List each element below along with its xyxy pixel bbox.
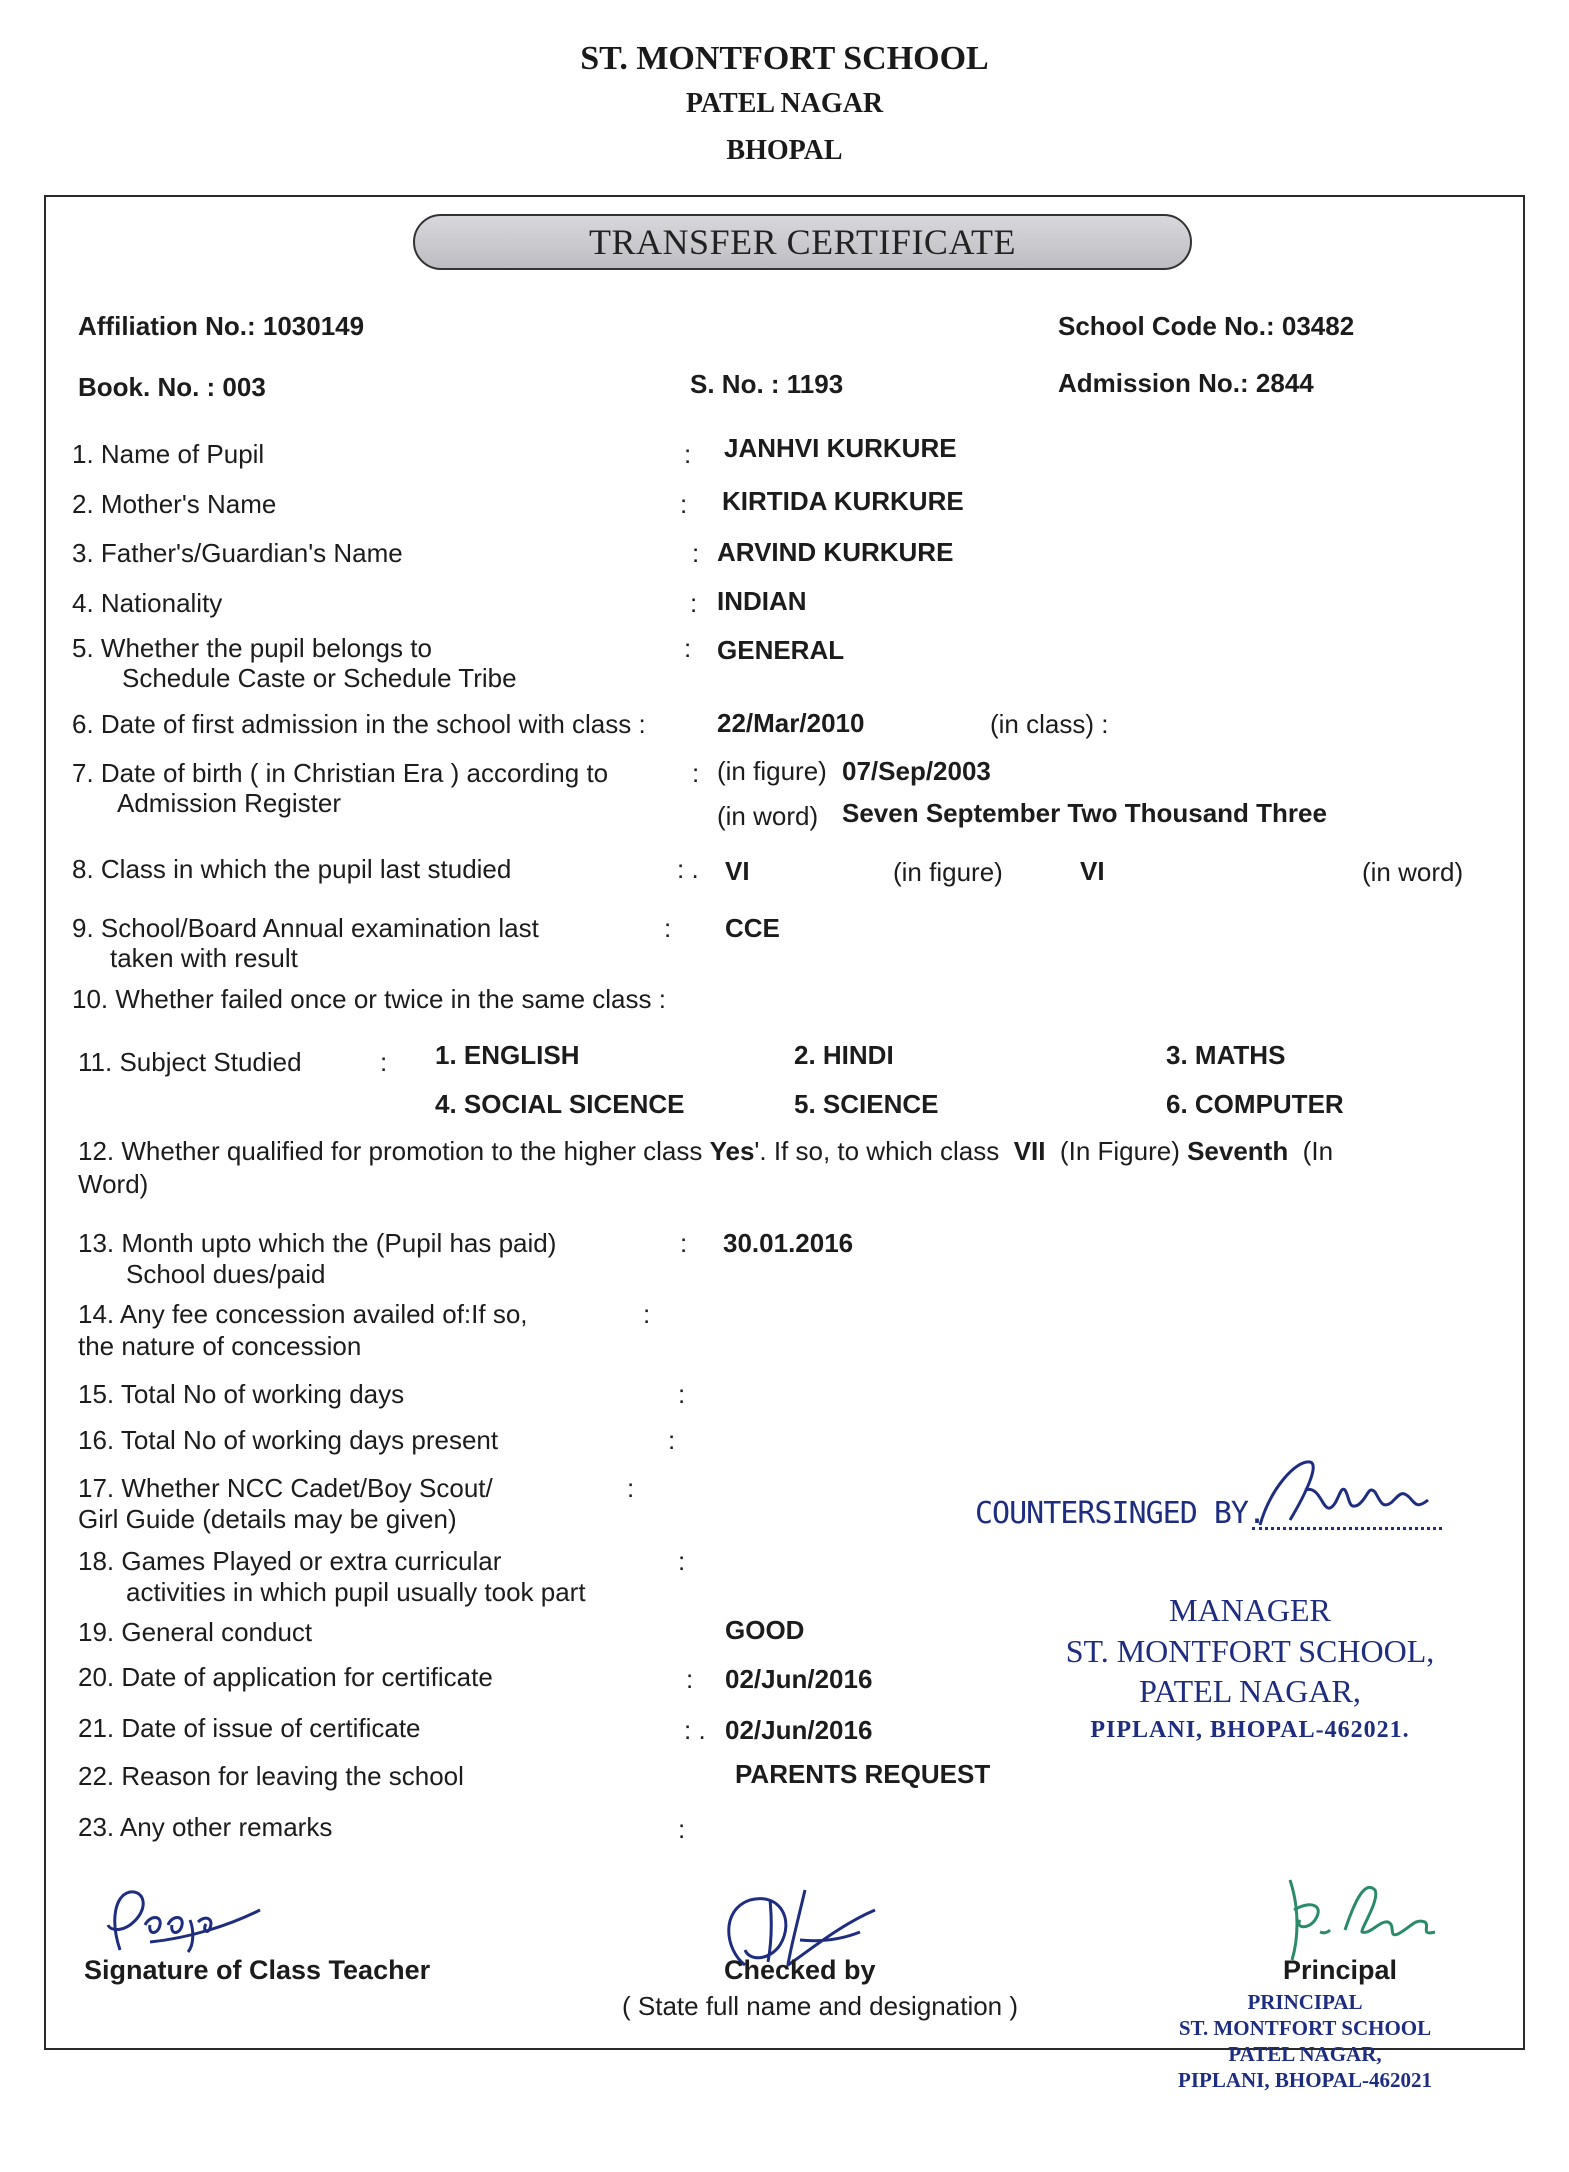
nationality: INDIAN <box>717 586 807 616</box>
principal-stamp-school: ST. MONTFORT SCHOOL <box>1178 2016 1432 2040</box>
principal-stamp-address: PIPLANI, BHOPAL-462021 <box>1178 2068 1432 2092</box>
manager-stamp-address: PIPLANI, BHOPAL-462021. <box>1090 1717 1410 1743</box>
dues-paid-upto: 30.01.2016 <box>723 1228 854 1258</box>
colon: : . <box>677 854 699 884</box>
field-label-cont: the nature of concession <box>78 1331 362 1361</box>
field-label: 14. Any fee concession availed of:If so, <box>78 1299 528 1329</box>
first-admission-date: 22/Mar/2010 <box>717 708 865 738</box>
promotion-class-word: Seventh <box>1187 1136 1289 1166</box>
colon: : <box>692 538 700 568</box>
colon: : <box>678 1546 686 1576</box>
countersign-signature <box>1250 1450 1450 1540</box>
colon: : <box>664 913 672 943</box>
school-locality: PATEL NAGAR <box>685 88 884 119</box>
field-label: 13. Month upto which the (Pupil has paid) <box>78 1228 557 1258</box>
pupil-name: JANHVI KURKURE <box>724 433 957 463</box>
in-word-label: (in word) <box>717 801 819 831</box>
colon: : <box>678 1379 686 1409</box>
general-conduct: GOOD <box>725 1615 805 1645</box>
field-label: 21. Date of issue of certificate <box>78 1713 421 1743</box>
field-label-cont: activities in which pupil usually took part <box>126 1577 586 1607</box>
in-figure-label: (in figure) <box>893 857 1003 887</box>
serial-no: S. No. : 1193 <box>690 369 844 399</box>
in-word-label: (in word) <box>1362 857 1464 887</box>
field-label: 23. Any other remarks <box>78 1812 333 1842</box>
principal-stamp-locality: PATEL NAGAR, <box>1228 2042 1382 2066</box>
in-class-label: (in class) : <box>990 709 1109 739</box>
checked-by-note: ( State full name and designation ) <box>622 1991 1019 2021</box>
field-label: 9. School/Board Annual examination last <box>72 913 539 943</box>
subject-item: 1. ENGLISH <box>435 1040 580 1070</box>
colon: : <box>678 1814 686 1844</box>
certificate-title: TRANSFER CERTIFICATE <box>413 214 1192 270</box>
colon: : <box>690 588 698 618</box>
colon: : <box>627 1473 635 1503</box>
field-label: 22. Reason for leaving the school <box>78 1761 464 1791</box>
field-label: 16. Total No of working days present <box>78 1425 499 1455</box>
field-label: 2. Mother's Name <box>72 489 277 519</box>
principal-label: Principal <box>1283 1955 1398 1985</box>
application-date: 02/Jun/2016 <box>725 1664 873 1694</box>
field-label: 18. Games Played or extra curricular <box>78 1546 502 1576</box>
dob-figure: 07/Sep/2003 <box>842 756 991 786</box>
colon: : <box>668 1425 676 1455</box>
promotion-text: (In <box>1288 1136 1334 1166</box>
field-label-cont: School dues/paid <box>126 1259 326 1289</box>
field-label-cont: taken with result <box>110 943 298 973</box>
colon: : <box>680 1228 688 1258</box>
colon: : <box>680 489 688 519</box>
subject-item: 6. COMPUTER <box>1166 1089 1344 1119</box>
field-label-cont: Schedule Caste or Schedule Tribe <box>122 663 517 693</box>
exam-result: CCE <box>725 913 780 943</box>
field-label: 17. Whether NCC Cadet/Boy Scout/ <box>78 1473 493 1503</box>
field-label: 4. Nationality <box>72 588 223 618</box>
category: GENERAL <box>717 635 845 665</box>
field-label: 3. Father's/Guardian's Name <box>72 538 403 568</box>
dob-word: Seven September Two Thousand Three <box>842 798 1327 828</box>
colon: : <box>684 439 692 469</box>
subject-item: 2. HINDI <box>794 1040 894 1070</box>
promotion-class: VII <box>1013 1136 1046 1166</box>
subject-item: 5. SCIENCE <box>794 1089 939 1119</box>
promotion-answer: Yes <box>709 1136 755 1166</box>
field-label: 7. Date of birth ( in Christian Era ) according to <box>72 758 609 788</box>
book-no: Book. No. : 003 <box>78 372 266 402</box>
school-code-no: School Code No.: 03482 <box>1058 311 1355 341</box>
last-class-word: VI <box>1080 856 1105 886</box>
in-figure-label: (in figure) <box>717 756 827 786</box>
colon: : <box>684 633 692 663</box>
affiliation-no: Affiliation No.: 1030149 <box>78 311 365 341</box>
admission-no: Admission No.: 2844 <box>1058 368 1314 398</box>
manager-stamp-title: MANAGER <box>1169 1592 1331 1628</box>
countersign-stamp: COUNTERSINGED BY. <box>975 1496 1266 1531</box>
manager-stamp-locality: PATEL NAGAR, <box>1139 1673 1361 1709</box>
field-label: 8. Class in which the pupil last studied <box>72 854 512 884</box>
promotion-text: 12. Whether qualified for promotion to the higher class <box>78 1136 710 1166</box>
field-label-cont: Girl Guide (details may be given) <box>78 1504 457 1534</box>
field-label: 19. General conduct <box>78 1617 313 1647</box>
field-label: 11. Subject Studied <box>78 1047 302 1077</box>
field-label: 1. Name of Pupil <box>72 439 265 469</box>
mother-name: KIRTIDA KURKURE <box>722 486 964 516</box>
field-label: 15. Total No of working days <box>78 1379 405 1409</box>
promotion-line-cont: Word) <box>78 1169 149 1199</box>
last-class-figure: VI <box>725 856 750 886</box>
colon: : <box>380 1047 388 1077</box>
promotion-text: (In Figure) <box>1045 1136 1188 1166</box>
field-label: 5. Whether the pupil belongs to <box>72 633 432 663</box>
field-label-cont: Admission Register <box>117 788 341 818</box>
subject-item: 3. MATHS <box>1166 1040 1286 1070</box>
promotion-line <box>78 1135 1333 1167</box>
colon: : <box>643 1299 651 1329</box>
colon: : <box>692 758 700 788</box>
manager-stamp-school: ST. MONTFORT SCHOOL, <box>1065 1633 1435 1669</box>
checked-by-label: Checked by <box>724 1955 876 1985</box>
school-city: BHOPAL <box>726 135 843 166</box>
field-label: 20. Date of application for certificate <box>78 1662 493 1692</box>
colon: : . <box>684 1715 706 1745</box>
field-label: 10. Whether failed once or twice in the same class : <box>72 984 666 1014</box>
principal-stamp-title: PRINCIPAL <box>1247 1990 1363 2014</box>
school-name: ST. MONTFORT SCHOOL <box>580 40 989 77</box>
father-name: ARVIND KURKURE <box>717 537 954 567</box>
issue-date: 02/Jun/2016 <box>725 1715 873 1745</box>
promotion-text: '. If so, to which class <box>754 1136 1014 1166</box>
colon: : <box>686 1664 694 1694</box>
subject-item: 4. SOCIAL SICENCE <box>435 1089 685 1119</box>
leaving-reason: PARENTS REQUEST <box>735 1759 991 1789</box>
class-teacher-signature-label: Signature of Class Teacher <box>84 1955 431 1985</box>
field-label: 6. Date of first admission in the school with class : <box>72 709 646 739</box>
